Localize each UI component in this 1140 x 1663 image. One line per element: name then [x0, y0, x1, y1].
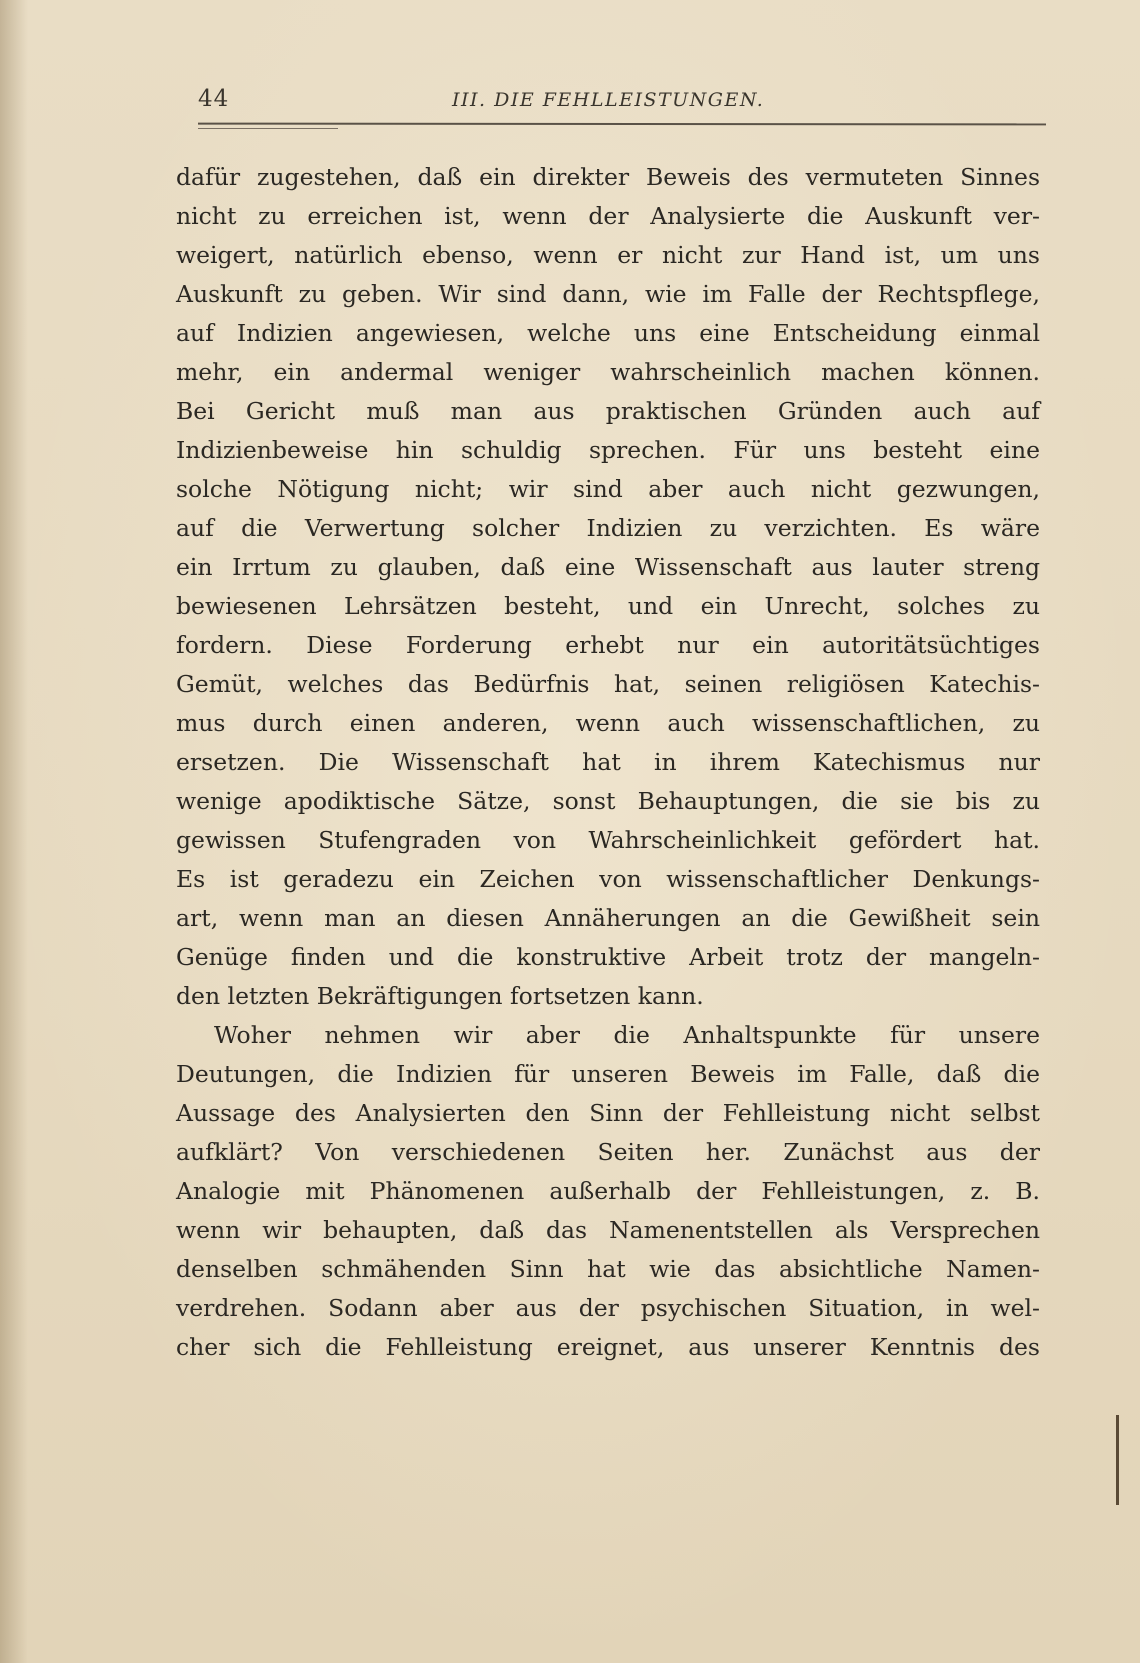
text-line: Es ist geradezu ein Zeichen von wissenschaftlicher Denkungs-	[176, 865, 1040, 893]
text-line: cher sich die Fehlleistung ereignet, aus unserer Kenntnis des	[176, 1333, 1040, 1361]
header-rule-thin	[198, 128, 338, 129]
text-line: weigert, natürlich ebenso, wenn er nicht zur Hand ist, um uns	[176, 241, 1040, 269]
binding-shadow	[0, 0, 28, 1663]
text-line: Indizienbeweise hin schuldig sprechen. Für uns besteht eine	[176, 436, 1040, 464]
text-line: ein Irrtum zu glauben, daß eine Wissenschaft aus lauter streng	[176, 553, 1040, 581]
text-line: mehr, ein andermal weniger wahrscheinlich machen können.	[176, 358, 1040, 386]
text-line: fordern. Diese Forderung erhebt nur ein autoritätsüchtiges	[176, 631, 1040, 659]
text-line: wenige apodiktische Sätze, sonst Behauptungen, die sie bis zu	[176, 787, 1040, 815]
text-line: Bei Gericht muß man aus praktischen Gründen auch auf	[176, 397, 1040, 425]
text-line: Deutungen, die Indizien für unseren Beweis im Falle, daß die	[176, 1060, 1040, 1088]
text-line: verdrehen. Sodann aber aus der psychischen Situation, in wel-	[176, 1294, 1040, 1322]
text-line: Genüge finden und die konstruktive Arbeit trotz der mangeln-	[176, 943, 1040, 971]
text-line: solche Nötigung nicht; wir sind aber auch nicht gezwungen,	[176, 475, 1040, 503]
text-line: auf Indizien angewiesen, welche uns eine Entscheidung einmal	[176, 319, 1040, 347]
text-line: aufklärt? Von verschiedenen Seiten her. Zunächst aus der	[176, 1138, 1040, 1166]
paragraph-start-line: Woher nehmen wir aber die Anhaltspunkte für unsere	[214, 1021, 1040, 1049]
page-edge-mark	[1116, 1415, 1119, 1505]
text-line: dafür zugestehen, daß ein direkter Beweis des vermuteten Sinnes	[176, 163, 1040, 191]
text-line: Aussage des Analysierten den Sinn der Fehlleistung nicht selbst	[176, 1099, 1040, 1127]
text-line: denselben schmähenden Sinn hat wie das absichtliche Namen-	[176, 1255, 1040, 1283]
page-header	[198, 86, 1048, 126]
text-line: art, wenn man an diesen Annäherungen an die Gewißheit sein	[176, 904, 1040, 932]
text-line: gewissen Stufengraden von Wahrscheinlichkeit gefördert hat.	[176, 826, 1040, 854]
text-line: auf die Verwertung solcher Indizien zu verzichten. Es wäre	[176, 514, 1040, 542]
text-line: nicht zu erreichen ist, wenn der Analysierte die Auskunft ver-	[176, 202, 1040, 230]
running-head: III. DIE FEHLLEISTUNGEN.	[452, 89, 765, 111]
text-line: Analogie mit Phänomenen außerhalb der Fehlleistungen, z. B.	[176, 1177, 1040, 1205]
body-text	[176, 158, 1040, 1367]
text-line: bewiesenen Lehrsätzen besteht, und ein Unrecht, solches zu	[176, 592, 1040, 620]
text-line: mus durch einen anderen, wenn auch wissenschaftlichen, zu	[176, 709, 1040, 737]
text-line: Gemüt, welches das Bedürfnis hat, seinen religiösen Katechis-	[176, 670, 1040, 698]
text-line: ersetzen. Die Wissenschaft hat in ihrem Katechismus nur	[176, 748, 1040, 776]
text-line: wenn wir behaupten, daß das Namenentstellen als Versprechen	[176, 1216, 1040, 1244]
page-number: 44	[198, 86, 230, 112]
text-line: Auskunft zu geben. Wir sind dann, wie im Falle der Rechtspflege,	[176, 280, 1040, 308]
paragraph-end-line: den letzten Bekräftigungen fortsetzen kann.	[176, 982, 704, 1010]
